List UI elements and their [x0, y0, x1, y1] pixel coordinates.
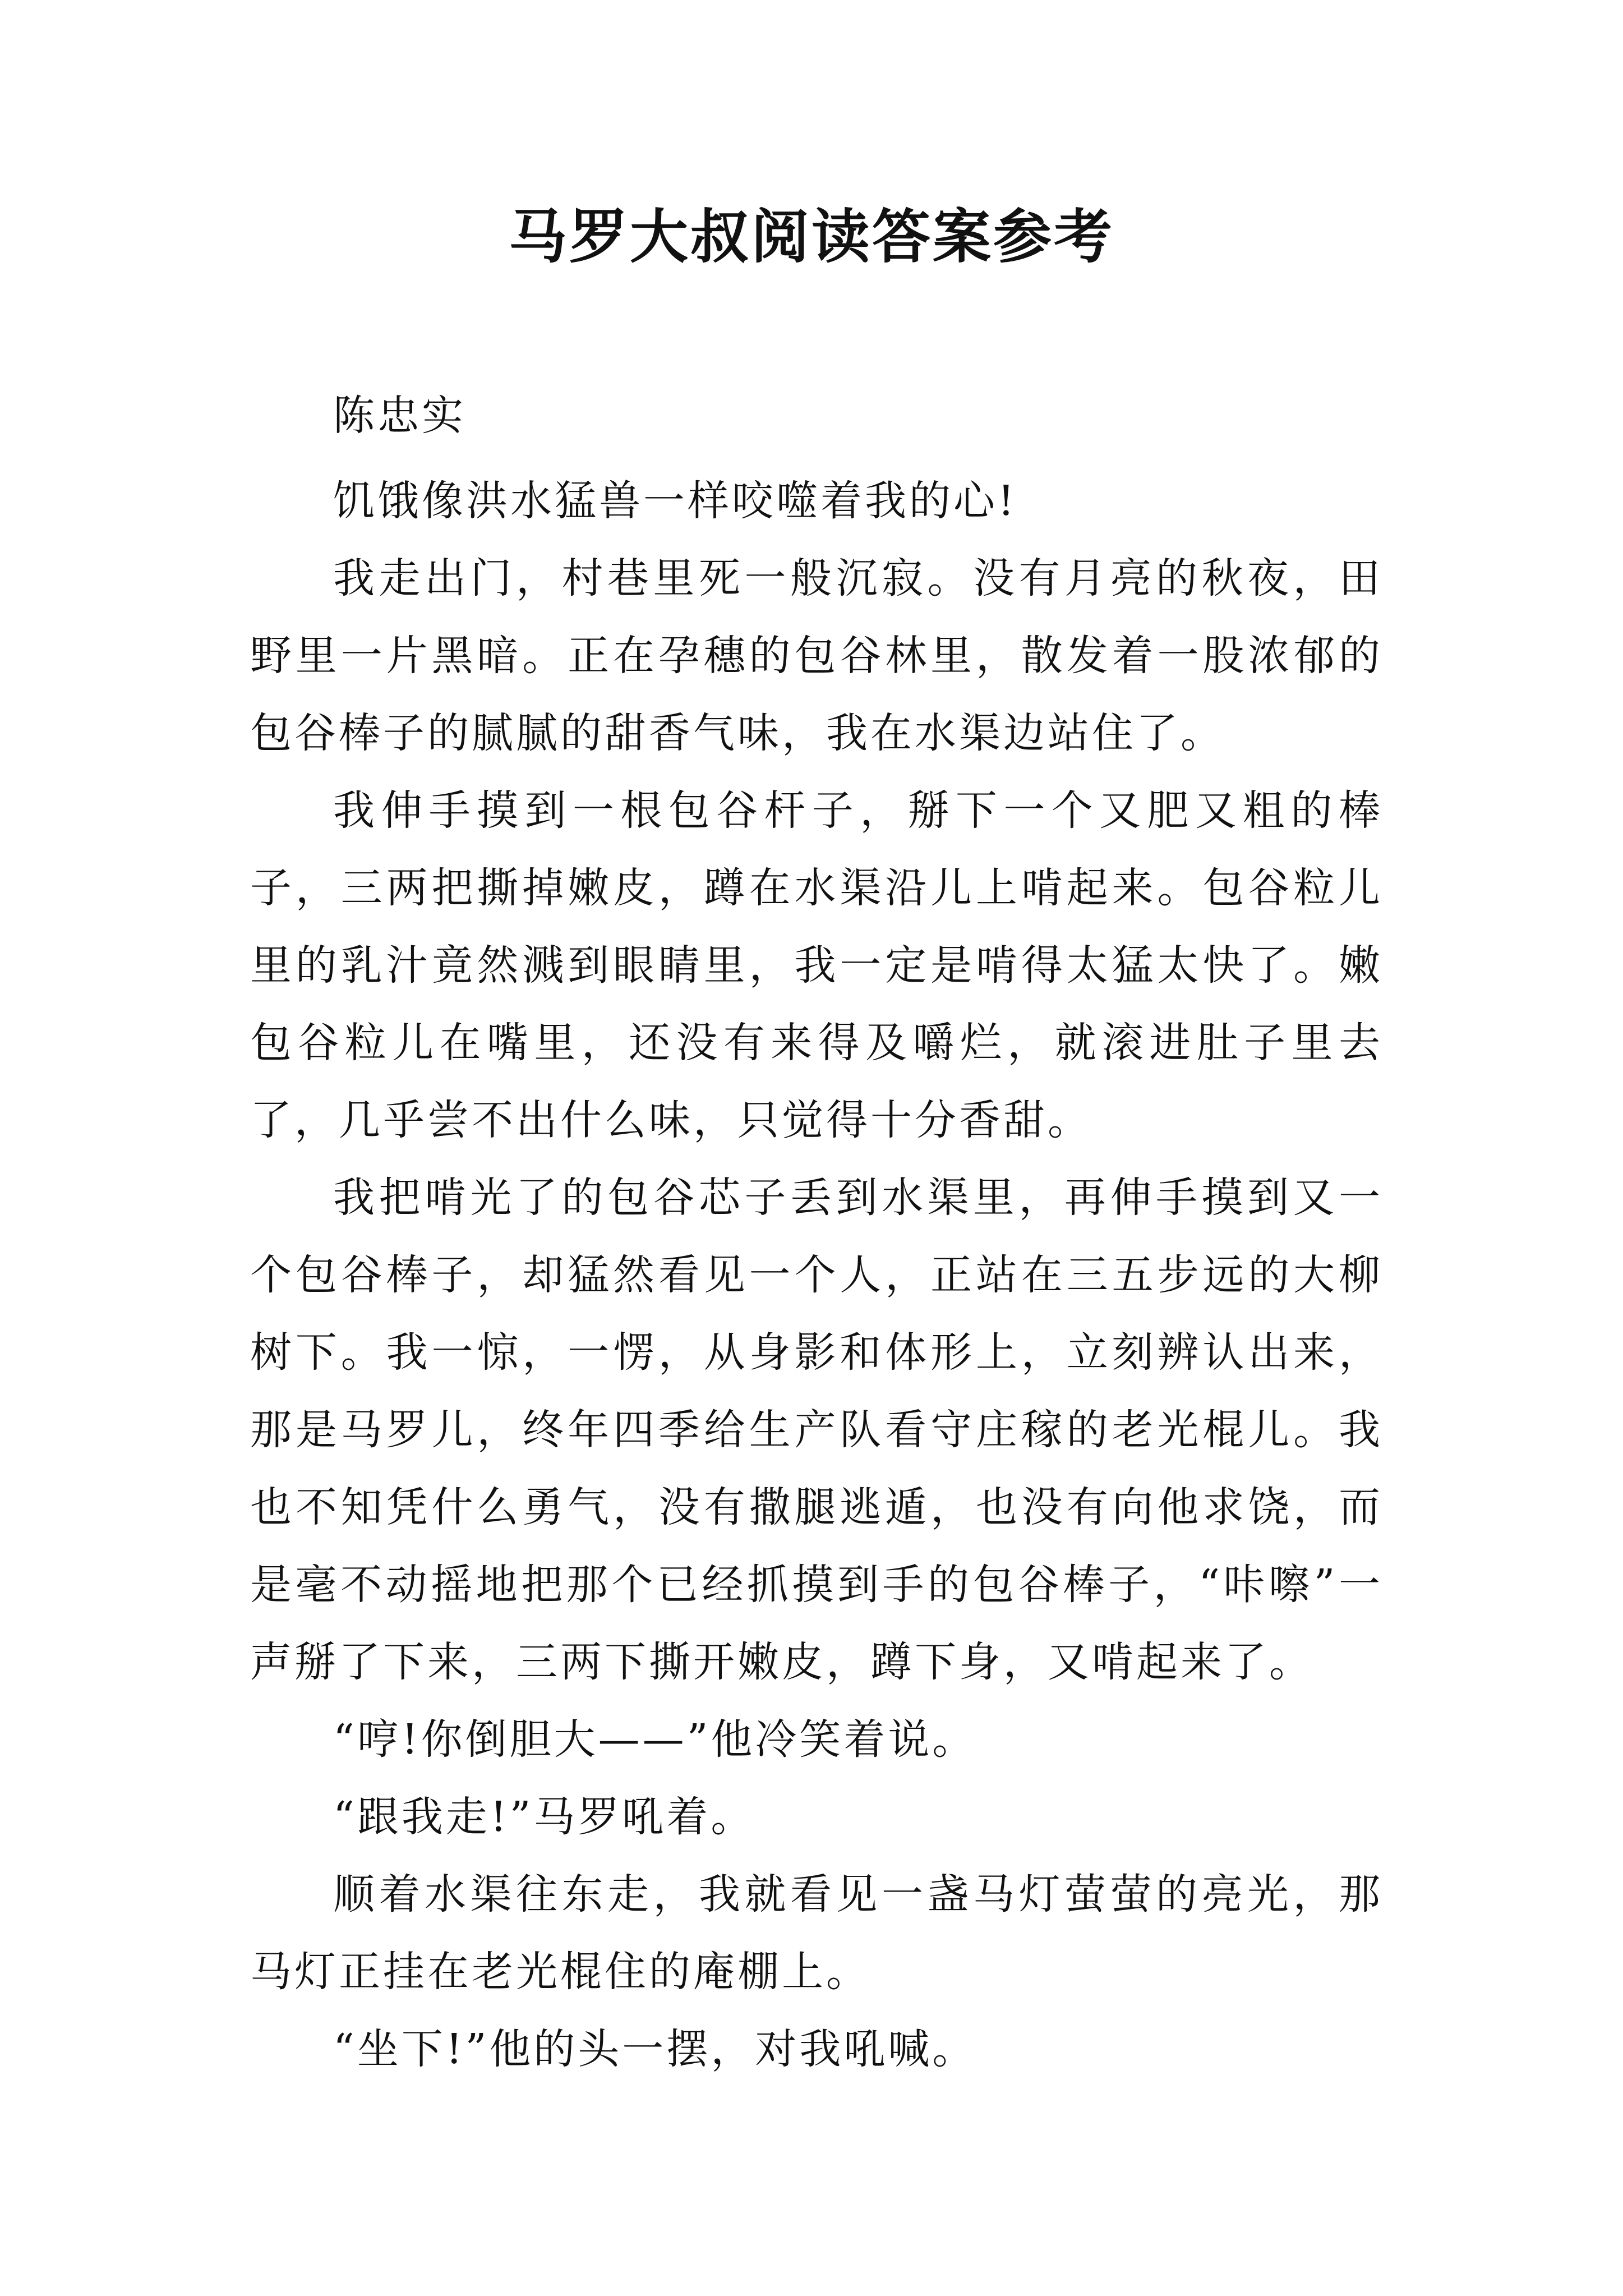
paragraph: 我把啃光了的包谷芯子丢到水渠里，再伸手摸到又一个包谷棒子，却猛然看见一个人，正站在三五步远的大柳树下。我一惊，一愣，从身影和体形上，立刻辨认出来，那是马罗儿，终年四季给生产队看守庄稼的老光棍儿。我也不知凭什么勇气，没有撒腿逃遁，也没有向他求饶，而是毫不动摇地把那个已经抓摸到手的包谷棒子，“咔嚓”一声掰了下来，三两下撕开嫩皮，蹲下身，又啃起来了。 — [250, 1174, 1383, 1686]
paragraph: 顺着水渠往东走，我就看见一盏马灯萤萤的亮光，那马灯正挂在老光棍住的庵棚上。 — [250, 1870, 1383, 1996]
paragraph: “哼!你倒胆大——”他冷笑着说。 — [333, 1715, 977, 1764]
paragraph: 我伸手摸到一根包谷杆子，掰下一个又肥又粗的棒子，三两把撕掉嫩皮，蹲在水渠沿儿上啃起来。包谷粒儿里的乳汁竟然溅到眼睛里，我一定是啃得太猛太快了。嫩包谷粒儿在嘴里，还没有来得及嚼烂，就滚进肚子里去了，几乎尝不出什么味，只觉得十分香甜。 — [250, 786, 1383, 1144]
paragraph: 我走出门，村巷里死一般沉寂。没有月亮的秋夜，田野里一片黑暗。正在孕穗的包谷林里，散发着一股浓郁的包谷棒子的腻腻的甜香气味，我在水渠边站住了。 — [250, 554, 1383, 757]
paragraph: “跟我走!”马罗吼着。 — [333, 1793, 755, 1841]
paragraph: 饥饿像洪水猛兽一样咬噬着我的心! — [333, 477, 1017, 525]
document-body — [250, 377, 1383, 2088]
paragraph: “坐下!”他的头一摆，对我吼喊。 — [333, 2025, 977, 2073]
document-title: 马罗大叔阅读答案参考 — [508, 202, 1114, 271]
author-line: 陈忠实 — [333, 392, 466, 440]
